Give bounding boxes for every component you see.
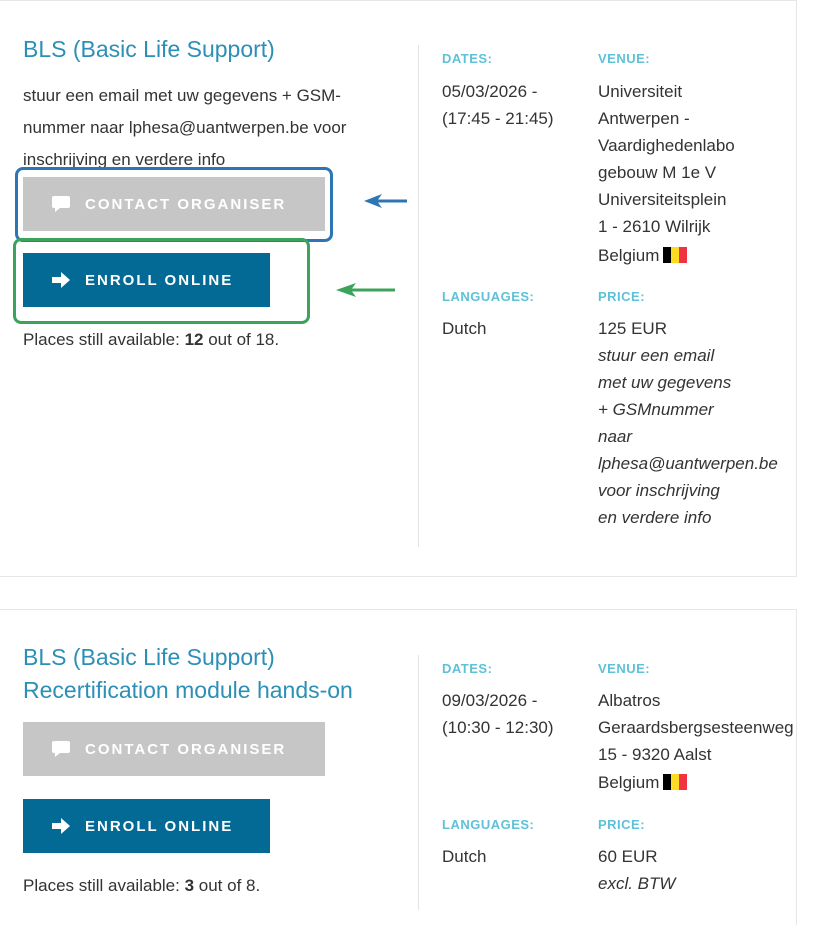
contact-organiser-button[interactable] xyxy=(23,722,325,776)
places-count: 12 xyxy=(184,330,204,349)
venue-country: Belgium xyxy=(598,242,687,269)
green-arrow-icon xyxy=(334,281,396,299)
languages-value: Dutch xyxy=(442,319,487,338)
event-description: stuur een email met uw gegevens + GSM-nummer naar lphesa@uantwerpen.be voor inschrijving en verdere info xyxy=(23,86,347,169)
speech-bubble-icon xyxy=(51,740,71,758)
belgium-flag-icon xyxy=(663,247,687,263)
languages-label: LANGUAGES: xyxy=(442,817,535,832)
price-value: 60 EUR xyxy=(598,847,658,866)
venue-label: VENUE: xyxy=(598,661,651,676)
venue-country: Belgium xyxy=(598,769,687,796)
belgium-flag-icon xyxy=(663,774,687,790)
price-label: PRICE: xyxy=(598,817,646,832)
dates-value: 05/03/2026 - (17:45 - 21:45) xyxy=(442,82,554,128)
price-value: 125 EUR xyxy=(598,319,667,338)
price-label: PRICE: xyxy=(598,289,646,304)
places-available: Places still available: 3 out of 8. xyxy=(23,876,261,895)
contact-organiser-button[interactable] xyxy=(23,177,325,231)
venue-label: VENUE: xyxy=(598,51,651,66)
places-available: Places still available: 12 out of 18. xyxy=(23,330,280,349)
enroll-online-label: ENROLL ONLINE xyxy=(85,271,234,289)
contact-organiser-label: CONTACT ORGANISER xyxy=(85,740,287,758)
venue-value: Albatros Geraardsbergsesteenweg 15 - 9320 Aalst xyxy=(598,691,794,764)
enroll-online-button[interactable] xyxy=(23,799,270,853)
contact-organiser-label: CONTACT ORGANISER xyxy=(85,195,287,213)
event-card xyxy=(0,609,797,925)
arrow-right-icon xyxy=(51,272,71,288)
enroll-online-label: ENROLL ONLINE xyxy=(85,817,234,835)
dates-label: DATES: xyxy=(442,51,493,66)
languages-value: Dutch xyxy=(442,847,487,866)
arrow-right-icon xyxy=(51,818,71,834)
event-title: BLS (Basic Life Support) Recertification module hands-on xyxy=(23,644,353,703)
price-note: excl. BTW xyxy=(598,874,676,893)
speech-bubble-icon xyxy=(51,195,71,213)
dates-label: DATES: xyxy=(442,661,493,676)
price-note: stuur een email met uw gegevens + GSMnummer naar lphesa@uantwerpen.be voor inschrijving en verdere info xyxy=(598,346,778,527)
venue-value: Universiteit Antwerpen - Vaardighedenlabo gebouw M 1e V Universiteitsplein 1 - 2610 Wilrijk xyxy=(598,82,735,236)
column-divider xyxy=(418,45,419,547)
blue-arrow-icon xyxy=(362,192,408,210)
enroll-online-button[interactable] xyxy=(23,253,270,307)
event-title: BLS (Basic Life Support) xyxy=(23,36,275,62)
dates-value: 09/03/2026 - (10:30 - 12:30) xyxy=(442,691,554,737)
places-count: 3 xyxy=(184,876,195,895)
column-divider xyxy=(418,655,419,910)
languages-label: LANGUAGES: xyxy=(442,289,535,304)
